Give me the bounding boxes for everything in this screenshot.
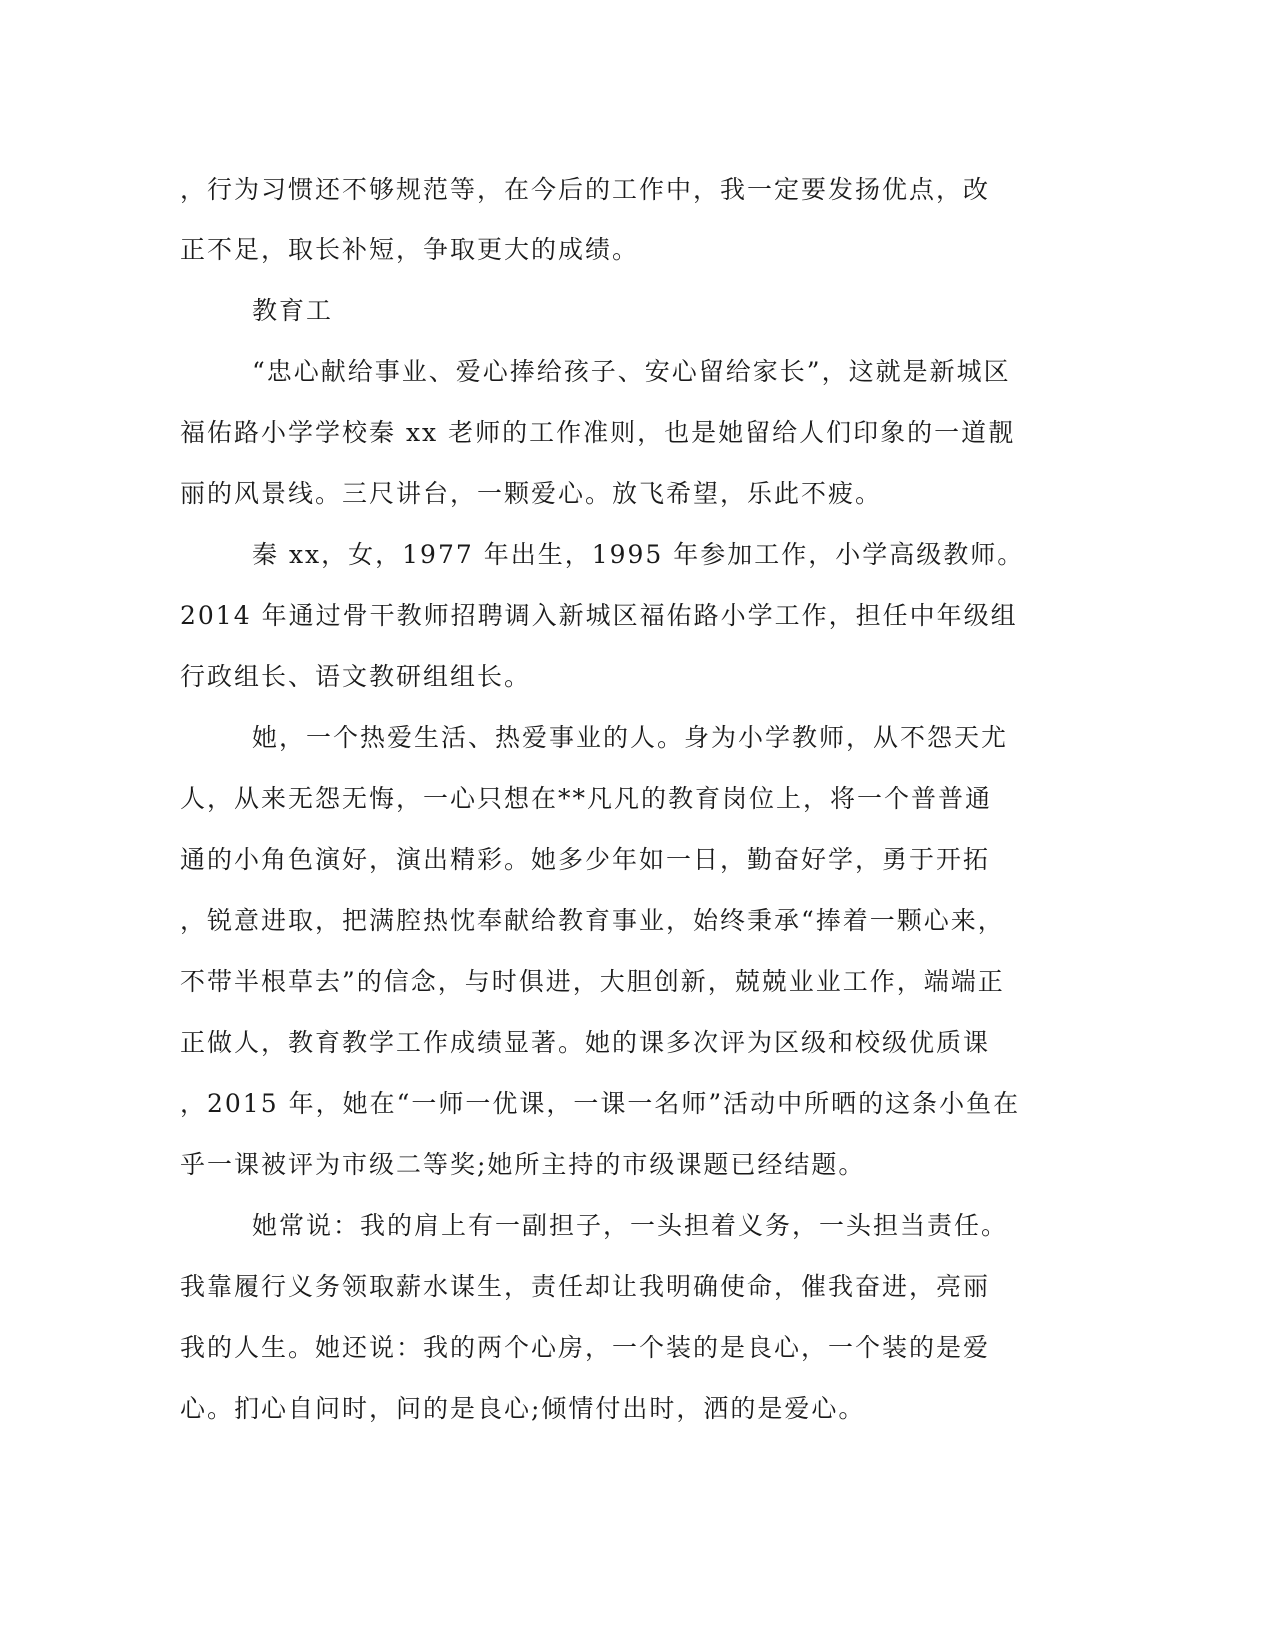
text-line: 丽的风景线。三尺讲台，一颗爱心。放飞希望，乐此不疲。 bbox=[180, 479, 883, 508]
text-line: 行政组长、语文教研组组长。 bbox=[180, 662, 532, 691]
text-line: 正做人，教育教学工作成绩显著。她的课多次评为区级和校级优质课 bbox=[180, 1028, 991, 1057]
text-line: “忠心献给事业、爱心捧给孩子、安心留给家长”，这就是新城区 bbox=[252, 357, 1011, 386]
text-line: ，2015 年，她在“一师一优课，一课一名师”活动中所晒的这条小鱼在 bbox=[180, 1089, 1021, 1118]
text-line: 她常说：我的肩上有一副担子，一头担着义务，一头担当责任。 bbox=[252, 1211, 1009, 1240]
text-line: 通的小角色演好，演出精彩。她多少年如一日，勤奋好学，勇于开拓 bbox=[180, 845, 991, 874]
text-line: 秦 xx，女，1977 年出生，1995 年参加工作，小学高级教师。 bbox=[252, 540, 1025, 569]
text-line: 不带半根草去”的信念，与时俱进，大胆创新，兢兢业业工作，端端正 bbox=[180, 967, 1005, 996]
text-line: 我靠履行义务领取薪水谋生，责任却让我明确使命，催我奋进，亮丽 bbox=[180, 1272, 991, 1301]
text-line: ，行为习惯还不够规范等，在今后的工作中，我一定要发扬优点，改 bbox=[180, 175, 991, 204]
text-line: 她，一个热爱生活、热爱事业的人。身为小学教师，从不怨天尤 bbox=[252, 723, 1009, 752]
text-line: 乎一课被评为市级二等奖;她所主持的市级课题已经结题。 bbox=[180, 1150, 866, 1179]
text-line: 人，从来无怨无悔，一心只想在**凡凡的教育岗位上，将一个普普通 bbox=[180, 784, 993, 813]
text-line: 2014 年通过骨干教师招聘调入新城区福佑路小学工作，担任中年级组 bbox=[180, 601, 1018, 630]
text-line: 心。扪心自问时，问的是良心;倾情付出时，洒的是爱心。 bbox=[180, 1394, 866, 1423]
text-line: 福佑路小学学校秦 xx 老师的工作准则，也是她留给人们印象的一道靓 bbox=[180, 418, 1016, 447]
text-line: 我的人生。她还说：我的两个心房，一个装的是良心，一个装的是爱 bbox=[180, 1333, 991, 1362]
text-line: ，锐意进取，把满腔热忱奉献给教育事业，始终秉承“捧着一颗心来， bbox=[180, 906, 1005, 935]
text-line: 正不足，取长补短，争取更大的成绩。 bbox=[180, 235, 640, 264]
section-heading: 教育工 bbox=[252, 296, 334, 325]
